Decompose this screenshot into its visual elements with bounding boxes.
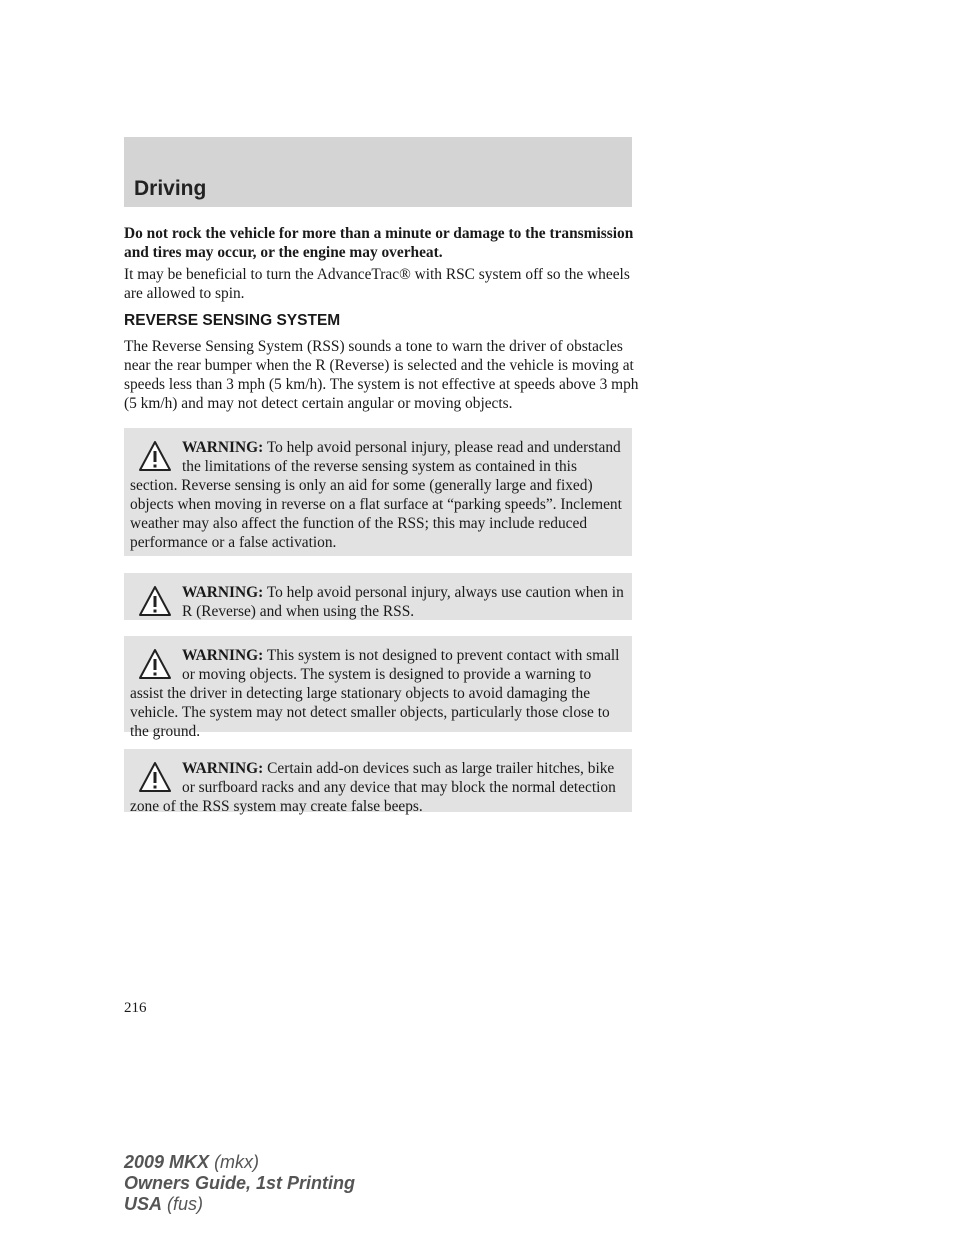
- footer-guide-name: Owners Guide, 1st Printing: [124, 1173, 356, 1193]
- warning-label: WARNING:: [182, 584, 264, 601]
- footer-line-model: [124, 1152, 355, 1173]
- warning-box-1: [124, 428, 632, 556]
- footer-market-code: (fus): [167, 1194, 204, 1214]
- footer-model-name: 2009 MKX: [124, 1152, 210, 1172]
- footer-model-code: (mkx): [214, 1152, 260, 1172]
- warning-label: WARNING:: [182, 647, 264, 664]
- document-footer: [124, 1152, 355, 1215]
- warning-text: This system is not designed to prevent contact with small or moving objects. The system is designed to provide a warning to assist the driver in detecting large stationary objects to avoid damaging the vehicle. The system may not detect smaller objects, particularly those close to the ground.: [130, 647, 620, 740]
- warning-label: WARNING:: [182, 439, 264, 456]
- warning-text: To help avoid personal injury, always use caution when in R (Reverse) and when using the RSS.: [182, 584, 624, 620]
- warning-triangle-icon: [138, 585, 172, 619]
- rss-intro-paragraph: The Reverse Sensing System (RSS) sounds a tone to warn the driver of obstacles near the rear bumper when the R (Reverse) is selected and the vehicle is moving at speeds less than 3 mph (5 km/h). The system is not effective at speeds above 3 mph (5 km/h) and may not detect certain angular or moving objects.: [124, 338, 639, 412]
- advancetrac-paragraph: It may be beneficial to turn the AdvanceTrac® with RSC system off so the wheels are allowed to spin.: [124, 266, 630, 302]
- warning-text: Certain add-on devices such as large trailer hitches, bike or surfboard racks and any device that may block the normal detection zone of the RSS system may create false beeps.: [130, 760, 616, 815]
- warning-triangle-icon: [138, 761, 172, 795]
- warning-text: To help avoid personal injury, please read and understand the limitations of the reverse sensing system as contained in this section. Reverse sensing is only an aid for some (generally large and fixed) objects when moving in reverse on a flat surface at “parking speeds”. Inclement weather may also affect the function of the RSS; this may include reduced performance or a false activation.: [130, 439, 622, 551]
- section-header-bar: [124, 137, 632, 207]
- footer-line-market: [124, 1194, 355, 1215]
- warning-triangle-icon: [138, 648, 172, 682]
- footer-line-guide: [124, 1173, 355, 1194]
- section-title: Driving: [134, 177, 207, 200]
- page-number: 216: [124, 1000, 147, 1016]
- footer-market-name: USA: [124, 1194, 163, 1214]
- warning-box-2: [124, 573, 632, 620]
- section-heading: REVERSE SENSING SYSTEM: [124, 312, 341, 329]
- warning-label: WARNING:: [182, 760, 264, 777]
- warning-box-4: [124, 749, 632, 815]
- warning-box-3: [124, 636, 632, 740]
- warning-triangle-icon: [138, 440, 172, 474]
- caution-paragraph: Do not rock the vehicle for more than a minute or damage to the transmission and tires may occur, or the engine may overheat.: [124, 225, 634, 261]
